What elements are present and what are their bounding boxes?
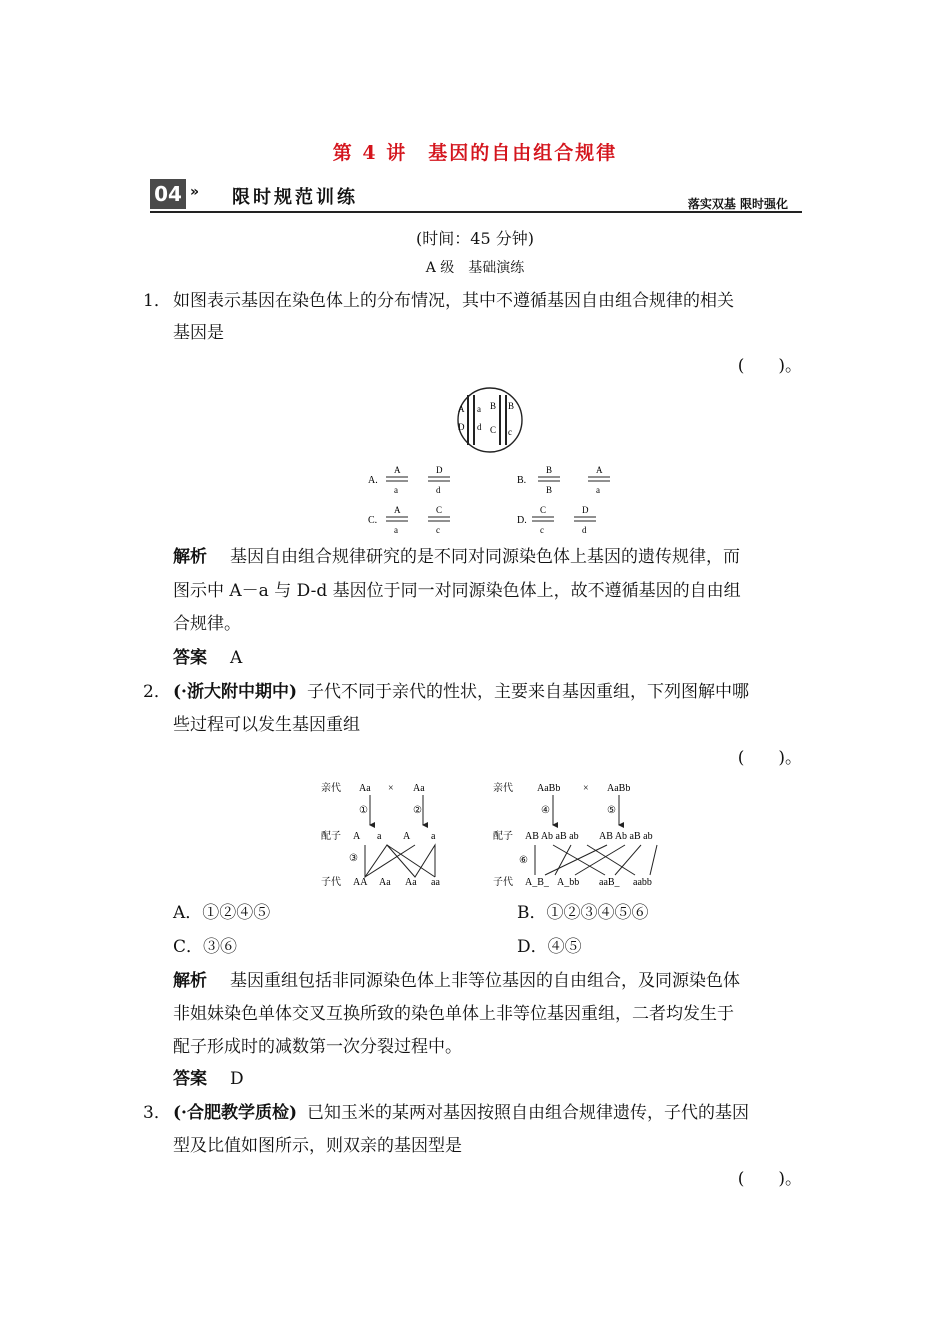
parent-genotype: AaBb xyxy=(537,783,561,794)
offspring-genotype: AA xyxy=(353,877,368,888)
q1-analysis-line3: 合规律。 xyxy=(173,614,241,634)
offspring-label: 子代 xyxy=(321,877,341,888)
q2-line2: 些过程可以发生基因重组 xyxy=(173,715,360,735)
gamete: a xyxy=(431,831,436,842)
q2-line1: 子代不同于亲代的性状，主要来自基因重组，下列图解中哪 xyxy=(307,682,749,702)
gamete-label: 配子 xyxy=(321,831,341,842)
section-divider xyxy=(150,211,802,213)
gene-label: d xyxy=(477,422,482,432)
q1-option-d xyxy=(517,505,596,535)
q1-line1: 如图表示基因在染色体上的分布情况，其中不遵循基因自由组合规律的相关 xyxy=(173,291,734,311)
q2-analysis-label: 解析 xyxy=(173,971,207,991)
gene-label: D xyxy=(458,422,465,432)
q2-option-c xyxy=(173,930,237,964)
gene-label: A xyxy=(394,505,401,515)
step-marker: ① xyxy=(359,805,368,816)
q3-line1: 已知玉米的某两对基因按照自由组合规律遗传，子代的基因 xyxy=(307,1103,749,1123)
q2-option-b xyxy=(517,896,649,930)
parent-genotype: Aa xyxy=(413,783,425,794)
cross-symbol: × xyxy=(388,783,394,794)
section-number-badge: 04 xyxy=(150,179,186,209)
option-label: B. xyxy=(517,475,527,486)
gene-label: B xyxy=(490,401,497,411)
q2-answer-bracket: ( )。 xyxy=(737,748,802,768)
gene-label: d xyxy=(582,525,587,535)
parent-label: 亲代 xyxy=(493,783,513,794)
dihybrid-cross xyxy=(493,781,657,888)
gamete: A xyxy=(353,831,361,842)
option-label: A． xyxy=(173,903,203,923)
step-marker: ② xyxy=(413,805,422,816)
q2-answer-label: 答案 xyxy=(173,1069,207,1089)
gene-label: A xyxy=(458,404,465,414)
offspring-genotype: aa xyxy=(431,877,440,888)
option-label: C． xyxy=(173,937,204,957)
gene-label: C xyxy=(490,425,497,435)
q1-option-c xyxy=(368,505,450,535)
q2-number: 2． xyxy=(143,682,171,702)
step-marker: ⑤ xyxy=(607,805,616,816)
q1-option-a xyxy=(368,465,450,495)
q2-option-a xyxy=(173,896,270,930)
gene-label: D xyxy=(436,465,443,475)
q2-option-d xyxy=(517,930,582,964)
offspring-genotype: aaB_ xyxy=(599,877,620,888)
gamete-set: AB Ab aB ab xyxy=(525,831,579,842)
gene-label: a xyxy=(394,525,398,535)
q1-line2: 基因是 xyxy=(173,323,224,343)
q2-analysis-line2: 非姐妹染色单体交叉互换所致的染色单体上非等位基因重组，二者均发生于 xyxy=(173,1004,734,1024)
offspring-label: 子代 xyxy=(493,877,513,888)
option-text: ④⑤ xyxy=(547,937,582,957)
offspring-genotype: aabb xyxy=(633,877,652,888)
gene-label: C xyxy=(436,505,443,515)
gene-label: B xyxy=(546,465,553,475)
lesson-title: 第 4 讲 基因的自由组合规律 xyxy=(332,142,618,164)
option-label: D. xyxy=(517,515,527,526)
option-label: C. xyxy=(368,515,378,526)
step-marker: ⑥ xyxy=(519,855,528,866)
q1-analysis-line1: 基因自由组合规律研究的是不同对同源染色体上基因的遗传规律，而 xyxy=(230,547,740,567)
gene-label: a xyxy=(477,404,481,414)
gene-label: d xyxy=(436,485,441,495)
q3-number: 3． xyxy=(143,1103,171,1123)
q1-answer-bracket: ( )。 xyxy=(737,356,802,376)
option-label: B． xyxy=(517,903,547,923)
q2-analysis-line1: 基因重组包括非同源染色体上非等位基因的自由组合，及同源染色体 xyxy=(230,971,740,991)
gene-label: C xyxy=(540,505,547,515)
gene-label: A xyxy=(596,465,603,475)
q2-source: (·浙大附中期中) xyxy=(173,682,298,702)
q1-number: 1． xyxy=(143,291,171,311)
parent-genotype: Aa xyxy=(359,783,371,794)
q2-recombination-figure xyxy=(315,775,675,893)
gamete: A xyxy=(403,831,411,842)
step-marker: ③ xyxy=(349,853,358,864)
gene-label: a xyxy=(596,485,600,495)
q2-analysis-line3: 配子形成时的减数第一次分裂过程中。 xyxy=(173,1037,462,1057)
q3-answer-bracket: ( )。 xyxy=(737,1169,802,1189)
q1-answer-label: 答案 xyxy=(173,648,207,668)
q2-answer: D xyxy=(230,1069,244,1089)
gene-label: D xyxy=(582,505,589,515)
gene-label: c xyxy=(508,427,512,437)
offspring-genotype: Aa xyxy=(405,877,417,888)
offspring-genotype: A_bb xyxy=(557,877,580,888)
gamete-set: AB Ab aB ab xyxy=(599,831,653,842)
offspring-genotype: Aa xyxy=(379,877,391,888)
gene-label: B xyxy=(546,485,553,495)
option-text: ①②④⑤ xyxy=(202,903,271,923)
section-tagline: 落实双基 限时强化 xyxy=(687,197,788,211)
q3-line2: 型及比值如图所示，则双亲的基因型是 xyxy=(173,1136,462,1156)
q1-analysis-label: 解析 xyxy=(173,547,207,567)
section-label: 限时规范训练 xyxy=(232,187,358,208)
gene-label: A xyxy=(394,465,401,475)
level-heading: A 级 基础演练 xyxy=(425,260,525,276)
gene-label: B xyxy=(508,401,515,411)
offspring-genotype: A_B_ xyxy=(525,877,549,888)
gamete-label: 配子 xyxy=(493,831,513,842)
q1-chromosome-figure xyxy=(350,385,620,535)
cross-symbol: × xyxy=(583,783,589,794)
option-text: ①②③④⑤⑥ xyxy=(546,903,649,923)
section-arrow-icon: » xyxy=(190,184,200,200)
cell-diagram xyxy=(458,388,522,452)
option-label: D． xyxy=(517,937,548,957)
parent-label: 亲代 xyxy=(321,783,341,794)
gene-label: c xyxy=(540,525,544,535)
parent-genotype: AaBb xyxy=(607,783,631,794)
gamete: a xyxy=(377,831,382,842)
option-text: ③⑥ xyxy=(203,937,238,957)
time-note: (时间：45 分钟) xyxy=(416,229,534,248)
q3-source: (·合肥教学质检) xyxy=(173,1103,298,1123)
step-marker: ④ xyxy=(541,805,550,816)
q1-answer: A xyxy=(230,648,243,668)
option-label: A. xyxy=(368,475,378,486)
monohybrid-cross xyxy=(321,781,440,888)
gene-label: a xyxy=(394,485,398,495)
q1-analysis-line2: 图示中 A－a 与 D-d 基因位于同一对同源染色体上，故不遵循基因的自由组 xyxy=(173,581,741,601)
gene-label: c xyxy=(436,525,440,535)
q1-option-b xyxy=(517,465,610,495)
